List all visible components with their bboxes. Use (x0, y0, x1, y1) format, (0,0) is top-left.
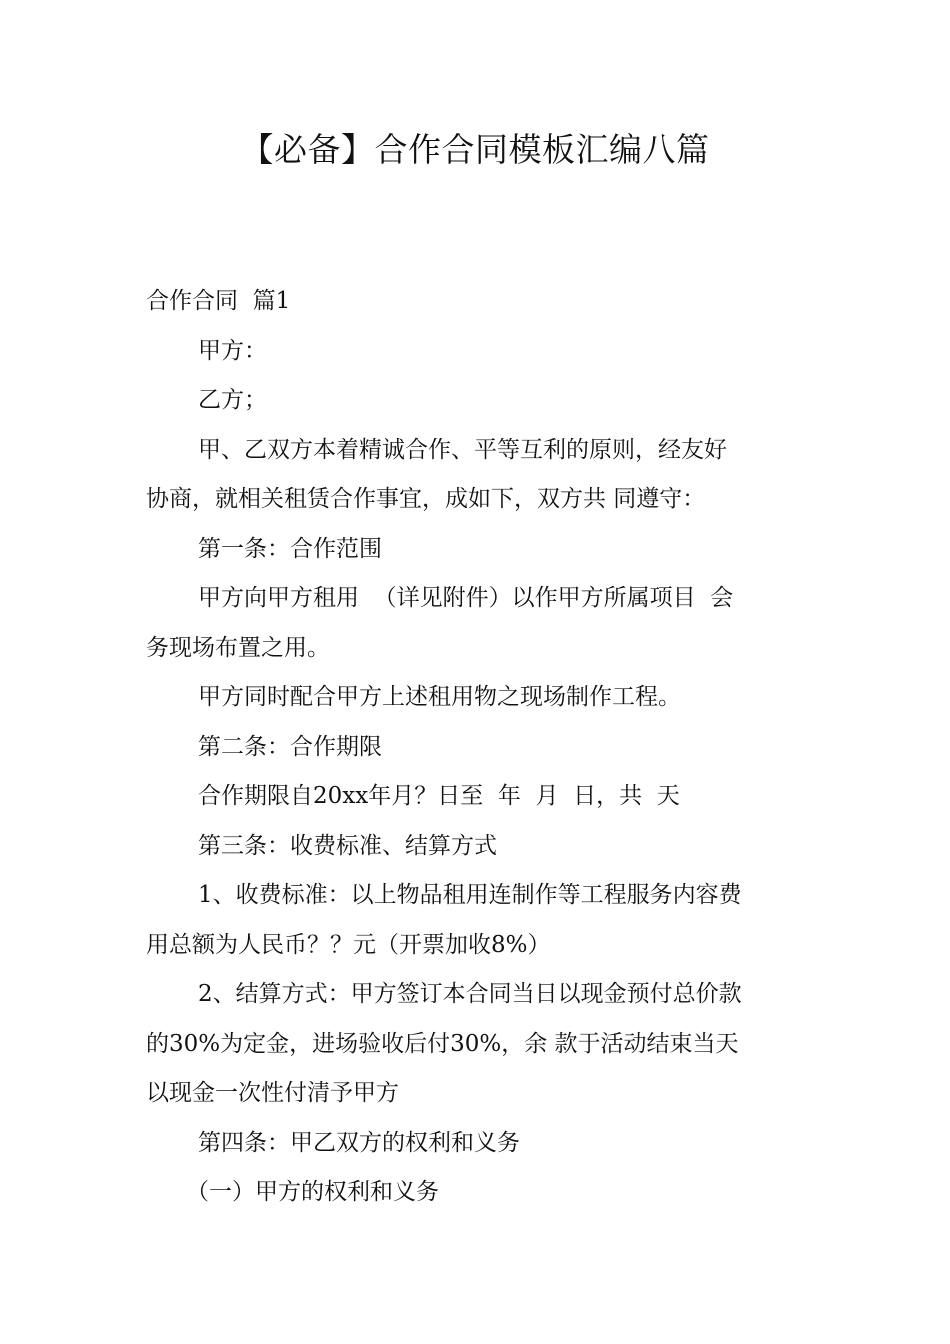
article-3-item-2-line-1: 2、结算方式：甲方签订本合同当日以现金预付总价款 (198, 981, 742, 1007)
article-1-paragraph-line-2: 务现场布置之用。 (146, 634, 330, 661)
article-1-paragraph-2: 甲方同时配合甲方上述租用物之现场制作工程。 (198, 684, 681, 710)
intro-line-1: 甲、乙双方本着精诚合作、平等互利的原则，经友好 (198, 436, 727, 463)
article-2-paragraph: 合作期限自20xx年月？日至 年 月 日，共 天 (198, 783, 680, 809)
article-2-title: 第二条：合作期限 (198, 733, 382, 760)
document-body (146, 277, 811, 1218)
article-1-title: 第一条：合作范围 (198, 535, 382, 562)
party-b-line: 乙方； (198, 387, 267, 413)
article-3-item-2-line-3: 以现金一次性付清予甲方 (146, 1080, 399, 1106)
intro-line-2: 协商，就相关租赁合作事宜，成如下，双方共 同遵守： (146, 486, 706, 512)
article-1-paragraph-line-1: 甲方向甲方租用 （详见附件）以作甲方所属项目 会 (198, 585, 734, 611)
article-3-item-1-line-1: 1、收费标准：以上物品租用连制作等工程服务内容费 (198, 882, 742, 908)
document-title: 【必备】合作合同模板汇编八篇 (240, 130, 710, 169)
party-a-line: 甲方： (198, 337, 267, 364)
article-4-title: 第四条：甲乙双方的权利和义务 (198, 1129, 520, 1156)
article-3-item-1-line-2: 用总额为人民币？？元（开票加收8%） (146, 931, 551, 958)
article-3-title: 第三条：收费标准、结算方式 (198, 832, 497, 859)
section-heading: 合作合同 篇1 (146, 288, 291, 314)
article-4-subsection-1: （一）甲方的权利和义务 (186, 1179, 439, 1205)
article-3-item-2-line-2: 的30%为定金，进场验收后付30%，余 款于活动结束当天 (146, 1030, 739, 1057)
